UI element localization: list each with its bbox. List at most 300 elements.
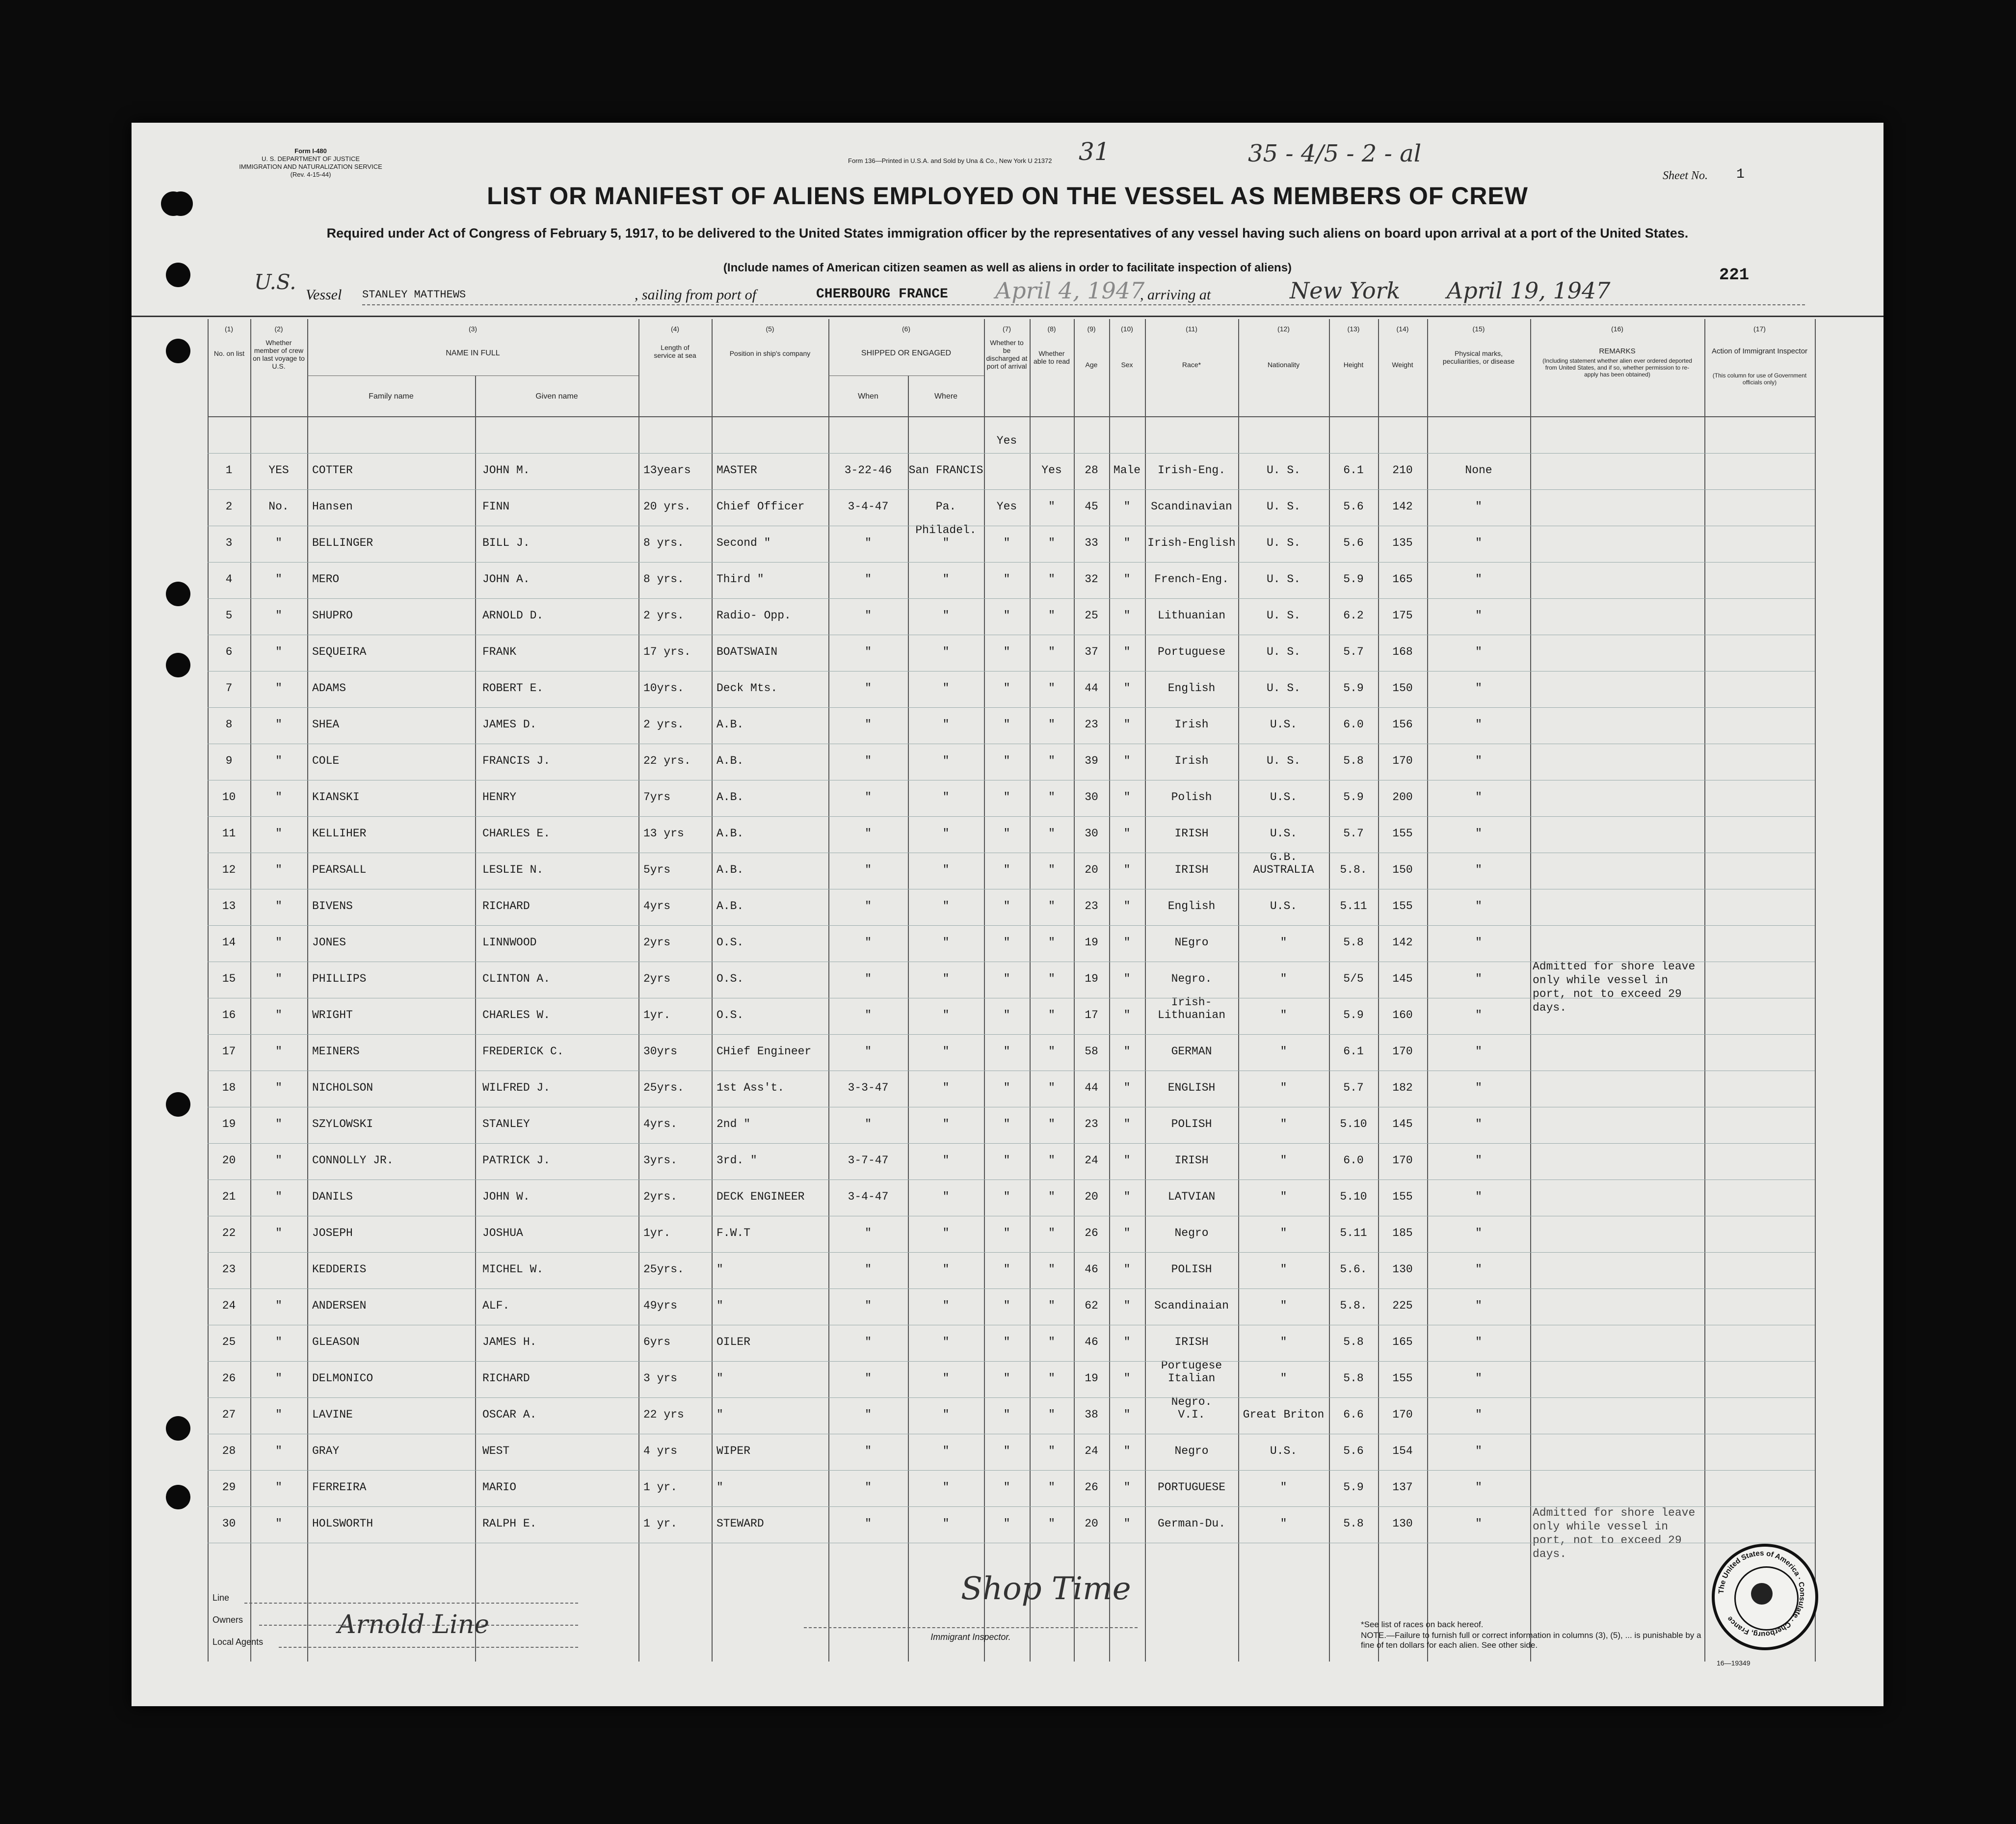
cell-weight: 130 bbox=[1392, 1263, 1413, 1276]
cell-given: WILFRED J. bbox=[482, 1081, 551, 1094]
cell-read: " bbox=[1048, 682, 1055, 695]
cell-family: MERO bbox=[312, 573, 340, 586]
cell-age: 17 bbox=[1085, 1009, 1098, 1021]
cell-sex: " bbox=[1123, 1190, 1131, 1203]
cell-where: " bbox=[942, 536, 950, 549]
cell-last: " bbox=[275, 682, 282, 695]
cell-height: 5.8 bbox=[1343, 1336, 1364, 1348]
cell-family: WRIGHT bbox=[312, 1009, 353, 1021]
cell-family: BELLINGER bbox=[312, 536, 373, 549]
cell-no: 17 bbox=[222, 1045, 236, 1058]
col-sex-header: Sex bbox=[1121, 361, 1133, 369]
cell-sex: " bbox=[1123, 900, 1131, 912]
cell-family: KELLIHER bbox=[312, 827, 367, 840]
cell-given: OSCAR A. bbox=[482, 1408, 537, 1421]
cell-no: 28 bbox=[222, 1445, 236, 1457]
cell-disch: " bbox=[1003, 573, 1010, 586]
cell-height: 6.0 bbox=[1343, 1154, 1364, 1167]
cell-nat: U. S. bbox=[1266, 536, 1300, 549]
cell-read: " bbox=[1048, 936, 1055, 949]
cell-sex: " bbox=[1123, 573, 1131, 586]
cell-no: 30 bbox=[222, 1517, 236, 1530]
cell-age: 44 bbox=[1085, 1081, 1098, 1094]
cell-weight: 170 bbox=[1392, 1154, 1413, 1167]
cell-height: 5.9 bbox=[1343, 791, 1364, 804]
cell-family: SZYLOWSKI bbox=[312, 1118, 373, 1130]
cell-family: SEQUEIRA bbox=[312, 645, 367, 658]
cell-family: SHEA bbox=[312, 718, 340, 731]
cell-nat: " bbox=[1280, 1227, 1287, 1239]
remark-shore-leave-2: Admitted for shore leave only while vessel in port, not to exceed 29 days. bbox=[1533, 1506, 1696, 1560]
cell-no: 9 bbox=[225, 754, 233, 767]
punch-hole bbox=[166, 1092, 190, 1117]
cell-service: 20 yrs. bbox=[643, 500, 691, 513]
cell-age: 25 bbox=[1085, 609, 1098, 622]
arriving-label: , arriving at bbox=[1140, 287, 1211, 303]
cell-service: 2yrs. bbox=[643, 1190, 678, 1203]
cell-race: Irish-English bbox=[1147, 536, 1236, 549]
col-name-header: NAME IN FULL bbox=[446, 349, 500, 357]
cell-sex: " bbox=[1123, 1263, 1131, 1276]
cell-nat: " bbox=[1280, 1336, 1287, 1348]
cell-given: FRANK bbox=[482, 645, 517, 658]
cell-family: MEINERS bbox=[312, 1045, 360, 1058]
cell-disch: " bbox=[1003, 1190, 1010, 1203]
vessel-label: Vessel bbox=[306, 287, 342, 303]
cell-disch: " bbox=[1003, 1481, 1010, 1494]
cell-family: BIVENS bbox=[312, 900, 353, 912]
cell-weight: 142 bbox=[1392, 936, 1413, 949]
cell-last: " bbox=[275, 1408, 282, 1421]
cell-nat: U. S. bbox=[1266, 500, 1300, 513]
cell-height: 5.8 bbox=[1343, 1372, 1364, 1385]
col-read-header: Whether able to read bbox=[1034, 349, 1070, 365]
cell-weight: 135 bbox=[1392, 536, 1413, 549]
cell-last: " bbox=[275, 1154, 282, 1167]
cell-disch: " bbox=[1003, 863, 1010, 876]
cell-age: 45 bbox=[1085, 500, 1098, 513]
cell-race: English bbox=[1167, 900, 1216, 912]
cell-when: " bbox=[865, 1445, 872, 1457]
cell-read: " bbox=[1048, 1009, 1055, 1021]
cell-service: 8 yrs. bbox=[643, 536, 684, 549]
cell-read: " bbox=[1048, 1445, 1055, 1457]
cell-height: 5.9 bbox=[1343, 573, 1364, 586]
col-age-header: Age bbox=[1085, 361, 1098, 369]
cell-when: 3-4-47 bbox=[848, 500, 889, 513]
cell-position: 3rd. " bbox=[716, 1154, 757, 1167]
col-when-header: When bbox=[858, 392, 878, 401]
cell-nat: " bbox=[1280, 1190, 1287, 1203]
cell-read: " bbox=[1048, 1299, 1055, 1312]
col-marks-header: Physical marks, peculiarities, or disease bbox=[1442, 349, 1515, 365]
cell-weight: 165 bbox=[1392, 573, 1413, 586]
col-last-header: Whether member of crew on last voyage to U.S. bbox=[253, 339, 305, 370]
cell-no: 14 bbox=[222, 936, 236, 949]
cell-where: " bbox=[942, 645, 950, 658]
footer-owners-label: Owners bbox=[212, 1615, 243, 1625]
cell-weight: 200 bbox=[1392, 791, 1413, 804]
cell-race: IRISH bbox=[1174, 1154, 1209, 1167]
cell-race: POLISH bbox=[1171, 1263, 1212, 1276]
cell-nat: " bbox=[1280, 1372, 1287, 1385]
cell-age: 23 bbox=[1085, 718, 1098, 731]
cell-read: " bbox=[1048, 791, 1055, 804]
cell-read: " bbox=[1048, 1517, 1055, 1530]
cell-weight: 156 bbox=[1392, 718, 1413, 731]
cell-given: LINNWOOD bbox=[482, 936, 537, 949]
cell-service: 4yrs bbox=[643, 900, 671, 912]
cell-service: 1 yr. bbox=[643, 1517, 678, 1530]
cell-race: IRISH bbox=[1174, 863, 1209, 876]
cell-position: F.W.T bbox=[716, 1227, 751, 1239]
cell-age: 39 bbox=[1085, 754, 1098, 767]
cell-marks: " bbox=[1475, 1408, 1482, 1421]
cell-read: " bbox=[1048, 1227, 1055, 1239]
cell-height: 5.8. bbox=[1340, 1299, 1367, 1312]
col-disch-header: Whether to be discharged at port of arrival bbox=[986, 339, 1028, 370]
cell-family: ANDERSEN bbox=[312, 1299, 367, 1312]
sailing-date: April 4, 1947 bbox=[995, 277, 1145, 304]
cell-age: 23 bbox=[1085, 900, 1098, 912]
cell-position: WIPER bbox=[716, 1445, 751, 1457]
cell-no: 10 bbox=[222, 791, 236, 804]
cell-marks: " bbox=[1475, 1227, 1482, 1239]
cell-last: " bbox=[275, 609, 282, 622]
cell-age: 62 bbox=[1085, 1299, 1098, 1312]
cell-when: 3-22-46 bbox=[844, 464, 892, 477]
cell-last: " bbox=[275, 1445, 282, 1457]
cell-weight: 210 bbox=[1392, 464, 1413, 477]
cell-race2: Negro. bbox=[1171, 1395, 1212, 1408]
cell-disch: " bbox=[1003, 900, 1010, 912]
cell-marks: " bbox=[1475, 827, 1482, 840]
cell-no: 6 bbox=[225, 645, 233, 658]
cell-service: 1yr. bbox=[643, 1227, 671, 1239]
col-where-header: Where bbox=[934, 392, 958, 401]
cell-last: " bbox=[275, 1372, 282, 1385]
cell-where: " bbox=[942, 1517, 950, 1530]
cell-when: " bbox=[865, 645, 872, 658]
cell-sex: " bbox=[1123, 791, 1131, 804]
cell-age: 19 bbox=[1085, 936, 1098, 949]
cell-given: BILL J. bbox=[482, 536, 530, 549]
cell-read: " bbox=[1048, 1336, 1055, 1348]
form-service: IMMIGRATION AND NATURALIZATION SERVICE bbox=[239, 163, 382, 170]
cell-height: 5.10 bbox=[1340, 1190, 1367, 1203]
cell-marks: " bbox=[1475, 1190, 1482, 1203]
cell-where: " bbox=[942, 972, 950, 985]
page-subtitle: Required under Act of Congress of February 5, 1917, to be delivered to the United States immigration officer by the representatives of any vessel having such aliens on board upon arrival at a port of the United States. bbox=[326, 226, 1689, 241]
cell-weight: 154 bbox=[1392, 1445, 1413, 1457]
cell-race: NEgro bbox=[1174, 936, 1209, 949]
cell-nat: U. S. bbox=[1266, 682, 1300, 695]
cell-where: " bbox=[942, 609, 950, 622]
cell-disch: " bbox=[1003, 1517, 1010, 1530]
cell-height: 5.8 bbox=[1343, 754, 1364, 767]
cell-race: Italian bbox=[1167, 1372, 1216, 1385]
cell-race2: Irish- bbox=[1171, 996, 1212, 1009]
cell-given: ALF. bbox=[482, 1299, 510, 1312]
cell-family: PHILLIPS bbox=[312, 972, 367, 985]
cell-where: " bbox=[942, 718, 950, 731]
cell-no: 3 bbox=[225, 536, 233, 549]
cell-given: JAMES D. bbox=[482, 718, 537, 731]
cell-given: RALPH E. bbox=[482, 1517, 537, 1530]
cell-nat: " bbox=[1280, 1154, 1287, 1167]
cell-where: " bbox=[942, 1118, 950, 1130]
cell-last: " bbox=[275, 1299, 282, 1312]
cell-family: HOLSWORTH bbox=[312, 1517, 373, 1530]
cell-no: 16 bbox=[222, 1009, 236, 1021]
cell-race: Polish bbox=[1171, 791, 1212, 804]
cell-given: MICHEL W. bbox=[482, 1263, 544, 1276]
cell-disch: " bbox=[1003, 1118, 1010, 1130]
cell-service: 1 yr. bbox=[643, 1481, 678, 1494]
cell-sex: " bbox=[1123, 1045, 1131, 1058]
cell-service: 4yrs. bbox=[643, 1118, 678, 1130]
cell-disch: " bbox=[1003, 1263, 1010, 1276]
cell-read: " bbox=[1048, 536, 1055, 549]
cell-where: " bbox=[942, 1445, 950, 1457]
cell-where: " bbox=[942, 1372, 950, 1385]
col-read-number: (8) bbox=[1047, 325, 1056, 333]
cell-read: " bbox=[1048, 827, 1055, 840]
cell-nat: U. S. bbox=[1266, 573, 1300, 586]
cell-weight: 150 bbox=[1392, 682, 1413, 695]
cell-when: " bbox=[865, 536, 872, 549]
cell-marks: " bbox=[1475, 1118, 1482, 1130]
cell-last: " bbox=[275, 645, 282, 658]
cell-given: ROBERT E. bbox=[482, 682, 544, 695]
cell-nat: " bbox=[1280, 936, 1287, 949]
cell-height: 6.6 bbox=[1343, 1408, 1364, 1421]
cell-nat: U. S. bbox=[1266, 464, 1300, 477]
cell-when: " bbox=[865, 1118, 872, 1130]
col-family-header: Family name bbox=[369, 392, 414, 401]
cell-height: 6.0 bbox=[1343, 718, 1364, 731]
cell-read: " bbox=[1048, 1118, 1055, 1130]
cell-marks: " bbox=[1475, 936, 1482, 949]
cell-sex: " bbox=[1123, 1445, 1131, 1457]
cell-family: KIANSKI bbox=[312, 791, 360, 804]
cell-sex: " bbox=[1123, 1481, 1131, 1494]
cell-read: Yes bbox=[1041, 464, 1062, 477]
cell-last: " bbox=[275, 936, 282, 949]
cell-marks: " bbox=[1475, 1372, 1482, 1385]
cell-family: PEARSALL bbox=[312, 863, 367, 876]
cell-disch: " bbox=[1003, 1154, 1010, 1167]
cell-weight: 170 bbox=[1392, 1045, 1413, 1058]
cell-where: " bbox=[942, 1408, 950, 1421]
cell-given: STANLEY bbox=[482, 1118, 530, 1130]
cell-service: 2 yrs. bbox=[643, 718, 684, 731]
cell-no: 20 bbox=[222, 1154, 236, 1167]
cell-service: 5yrs bbox=[643, 863, 671, 876]
cell-given: HENRY bbox=[482, 791, 517, 804]
col-age-number: (9) bbox=[1087, 325, 1096, 333]
cell-family: NICHOLSON bbox=[312, 1081, 373, 1094]
cell-last: " bbox=[275, 972, 282, 985]
cell-given: FRANCIS J. bbox=[482, 754, 551, 767]
cell-nat: " bbox=[1280, 1263, 1287, 1276]
cell-age: 26 bbox=[1085, 1481, 1098, 1494]
remark-shore-leave-1: Admitted for shore leave only while vessel in port, not to exceed 29 days. bbox=[1533, 960, 1696, 1014]
cell-height: 5.9 bbox=[1343, 1481, 1364, 1494]
cell-nat: " bbox=[1280, 972, 1287, 985]
cell-last: " bbox=[275, 1481, 282, 1494]
cell-when: " bbox=[865, 791, 872, 804]
cell-sex: " bbox=[1123, 1517, 1131, 1530]
cell-service: 1yr. bbox=[643, 1009, 671, 1021]
cell-race: Scandinavian bbox=[1151, 500, 1232, 513]
cell-disch: " bbox=[1003, 754, 1010, 767]
cell-service: 3yrs. bbox=[643, 1154, 678, 1167]
sheet-label: Sheet No. bbox=[1663, 169, 1708, 182]
cell-race: Lithuanian bbox=[1157, 609, 1226, 622]
page-number: 221 bbox=[1719, 266, 1750, 285]
cell-where: " bbox=[942, 1154, 950, 1167]
cell-nat: " bbox=[1280, 1299, 1287, 1312]
cell-nat: U. S. bbox=[1266, 609, 1300, 622]
cell-disch: " bbox=[1003, 936, 1010, 949]
cell-given: PATRICK J. bbox=[482, 1154, 551, 1167]
cell-disch: " bbox=[1003, 1227, 1010, 1239]
cell-read: " bbox=[1048, 1263, 1055, 1276]
cell-read: " bbox=[1048, 1081, 1055, 1094]
cell-height: 6.1 bbox=[1343, 464, 1364, 477]
cell-weight: 155 bbox=[1392, 900, 1413, 912]
cell-read: " bbox=[1048, 900, 1055, 912]
col-height-header: Height bbox=[1343, 361, 1364, 369]
cell-no: 19 bbox=[222, 1118, 236, 1130]
cell-sex: " bbox=[1123, 536, 1131, 549]
cell-weight: 145 bbox=[1392, 1118, 1413, 1130]
cell-last: " bbox=[275, 718, 282, 731]
cell-sex: " bbox=[1123, 827, 1131, 840]
col-action-number: (17) bbox=[1753, 325, 1766, 333]
cell-when: " bbox=[865, 972, 872, 985]
cell-weight: 182 bbox=[1392, 1081, 1413, 1094]
cell-race: GERMAN bbox=[1171, 1045, 1212, 1058]
cell-where: " bbox=[942, 791, 950, 804]
race-note: *See list of races on back hereof. bbox=[1361, 1620, 1484, 1629]
cell-given: CHARLES E. bbox=[482, 827, 551, 840]
arrival-date: April 19, 1947 bbox=[1447, 277, 1611, 304]
cell-height: 5.9 bbox=[1343, 1009, 1364, 1021]
col-marks-number: (15) bbox=[1472, 325, 1485, 333]
cell-race: Negro bbox=[1174, 1227, 1209, 1239]
cell-age: 37 bbox=[1085, 645, 1098, 658]
cell-marks: " bbox=[1475, 754, 1482, 767]
cell-height: 5.7 bbox=[1343, 645, 1364, 658]
cell-no: 1 bbox=[225, 464, 233, 477]
cell-height: 5.8 bbox=[1343, 936, 1364, 949]
cell-where: " bbox=[942, 1263, 950, 1276]
inspector-signature: Shop Time bbox=[961, 1571, 1131, 1607]
cell-marks: " bbox=[1475, 1154, 1482, 1167]
cell-height: 5.11 bbox=[1340, 900, 1367, 912]
vessel-name: STANLEY MATTHEWS bbox=[362, 289, 466, 301]
cell-race: Irish-Eng. bbox=[1157, 464, 1226, 477]
cell-when: " bbox=[865, 682, 872, 695]
inspector-label: Immigrant Inspector. bbox=[930, 1632, 1011, 1642]
cell-marks: " bbox=[1475, 1481, 1482, 1494]
cell-disch: " bbox=[1003, 1445, 1010, 1457]
cell-age: 26 bbox=[1085, 1227, 1098, 1239]
cell-no: 21 bbox=[222, 1190, 236, 1203]
cell-no: 12 bbox=[222, 863, 236, 876]
cell-given: RICHARD bbox=[482, 1372, 530, 1385]
form-code: 16—19349 bbox=[1717, 1659, 1751, 1667]
cell-no: 23 bbox=[222, 1263, 236, 1276]
cell-sex: " bbox=[1123, 609, 1131, 622]
cell-read: " bbox=[1048, 500, 1055, 513]
col-shipped-header: SHIPPED OR ENGAGED bbox=[861, 349, 952, 357]
cell-disch: " bbox=[1003, 791, 1010, 804]
col-weight-number: (14) bbox=[1396, 325, 1409, 333]
cell-given: ARNOLD D. bbox=[482, 609, 544, 622]
cell-position: A.B. bbox=[716, 863, 744, 876]
cell-sex: " bbox=[1123, 863, 1131, 876]
cell-marks: " bbox=[1475, 1045, 1482, 1058]
cell-when: " bbox=[865, 1009, 872, 1021]
page-title: LIST OR MANIFEST OF ALIENS EMPLOYED ON THE VESSEL AS MEMBERS OF CREW bbox=[487, 182, 1528, 210]
cell-position: O.S. bbox=[716, 1009, 744, 1021]
cell-read: " bbox=[1048, 972, 1055, 985]
cell-no: 25 bbox=[222, 1336, 236, 1348]
cell-when: " bbox=[865, 573, 872, 586]
col-name-number: (3) bbox=[468, 325, 477, 333]
cell-where: " bbox=[942, 1045, 950, 1058]
cell-when: " bbox=[865, 1227, 872, 1239]
col-position-header: Position in ship's company bbox=[729, 349, 811, 357]
cell-sex: " bbox=[1123, 972, 1131, 985]
col-sex-number: (10) bbox=[1121, 325, 1133, 333]
cell-service: 13years bbox=[643, 464, 691, 477]
cell-read: " bbox=[1048, 863, 1055, 876]
cell-nat2: G.B. bbox=[1270, 851, 1298, 863]
cell-disch: " bbox=[1003, 609, 1010, 622]
cell-age: 24 bbox=[1085, 1445, 1098, 1457]
cell-when: 3-4-47 bbox=[848, 1190, 889, 1203]
cell-weight: 137 bbox=[1392, 1481, 1413, 1494]
cell-sex: " bbox=[1123, 682, 1131, 695]
cell-read: " bbox=[1048, 1154, 1055, 1167]
cell-sex: " bbox=[1123, 645, 1131, 658]
cell-last: " bbox=[275, 1227, 282, 1239]
cell-age: 20 bbox=[1085, 1517, 1098, 1530]
cell-nat: U.S. bbox=[1270, 827, 1298, 840]
punch-hole bbox=[166, 1416, 190, 1441]
cell-no: 24 bbox=[222, 1299, 236, 1312]
cell-where: " bbox=[942, 1190, 950, 1203]
crew-table bbox=[208, 319, 1815, 1662]
cell-disch: " bbox=[1003, 1045, 1010, 1058]
cell-service: 22 yrs. bbox=[643, 754, 691, 767]
cell-height: 5.8 bbox=[1343, 1517, 1364, 1530]
cell-family: CONNOLLY JR. bbox=[312, 1154, 394, 1167]
cell-given: MARIO bbox=[482, 1481, 517, 1494]
cell-when: 3-3-47 bbox=[848, 1081, 889, 1094]
arrival-port: New York bbox=[1290, 277, 1401, 304]
cell-sex: " bbox=[1123, 1227, 1131, 1239]
cell-race: German-Du. bbox=[1157, 1517, 1226, 1530]
cell-when: " bbox=[865, 1045, 872, 1058]
cell-given: JOHN W. bbox=[482, 1190, 530, 1203]
col-weight-header: Weight bbox=[1392, 361, 1413, 369]
cell-age: 30 bbox=[1085, 827, 1098, 840]
